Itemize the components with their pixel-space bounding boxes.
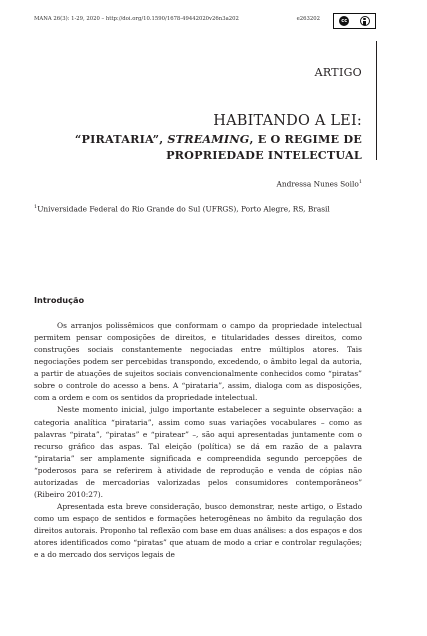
paragraph: Neste momento inicial, julgo importante estabelecer a seguinte observação: a categoria analítica “pirataria”, assim como suas variações vocabulares – como as palavras “pirata”, “piratas” e “piratear” –, são aqui apresentadas juntamente com o recurso gráfico das aspas. Tal eleição (política) se dá em razão de a palavra “pirataria” ser amplamente significada e compreendida segundo percepções de “poderosos para se referirem à atividade de reprodução e venda de cópias não autorizadas de mercadorias valorizadas pelos consumidores contemporâneos” (Ribeiro 2010:27).	[34, 405, 362, 499]
article-code: e263202	[296, 16, 320, 22]
subtitle-part-2: , E O REGIME DE	[249, 132, 362, 146]
vertical-rule	[376, 41, 377, 160]
affiliation-text: Universidade Federal do Rio Grande do Sul (UFRGS), Porto Alegre, RS, Brasil	[37, 204, 330, 214]
author-affiliation	[34, 204, 362, 213]
body-text	[34, 320, 362, 561]
article-title: HABITANDO A LEI:	[213, 113, 362, 129]
subtitle-part-1: “PIRATARIA”,	[74, 132, 168, 146]
creative-commons-icon: cc	[339, 16, 349, 26]
article-subtitle	[60, 131, 362, 163]
paragraph: Apresentada esta breve consideração, busco demonstrar, neste artigo, o Estado como um espaço de sentidos e formações heterogêneas no âmbito da regulação dos direitos autorais. Proponho tal reflexão com base em duas análises: a dos espaços e dos atores identificados como “piratas” que atuam de modo a criar e controlar regulações; e a do mercado dos serviços legais de	[34, 501, 362, 560]
author-name-text: Andressa Nunes Soilo	[276, 179, 359, 189]
subtitle-emphasis: STREAMING	[167, 132, 250, 146]
section-label: ARTIGO	[314, 66, 362, 79]
subtitle-line-2: PROPRIEDADE INTELECTUAL	[166, 148, 362, 162]
affiliation-footnote-mark: 1	[34, 204, 38, 210]
author-name	[200, 179, 362, 188]
running-header	[34, 16, 320, 22]
attribution-person-icon	[360, 16, 370, 26]
cc-by-license-icon[interactable]	[333, 13, 376, 29]
citation-line: MANA 26(3): 1-29, 2020 – http://doi.org/10.1590/1678-49442020v26n3a202	[34, 16, 239, 22]
section-heading: Introdução	[34, 295, 85, 305]
author-footnote-mark: 1	[358, 179, 362, 185]
paragraph: Os arranjos polissêmicos que conformam o campo da propriedade intelectual permitem pensar composições de direitos, e titularidades desses direitos, como construções sociais constantemente negociadas entre múltiplos atores. Tais negociações podem ser percebidas transpondo, excedendo, o âmbito legal da autoria, a partir de atuações de sujeitos sociais convencionalmente conhecidos como “piratas” sobre o controle do acesso a bens. A “pirataria”, assim, dialoga com as disposições, com a ordem e com os sentidos da propriedade intelectual.	[34, 321, 362, 403]
